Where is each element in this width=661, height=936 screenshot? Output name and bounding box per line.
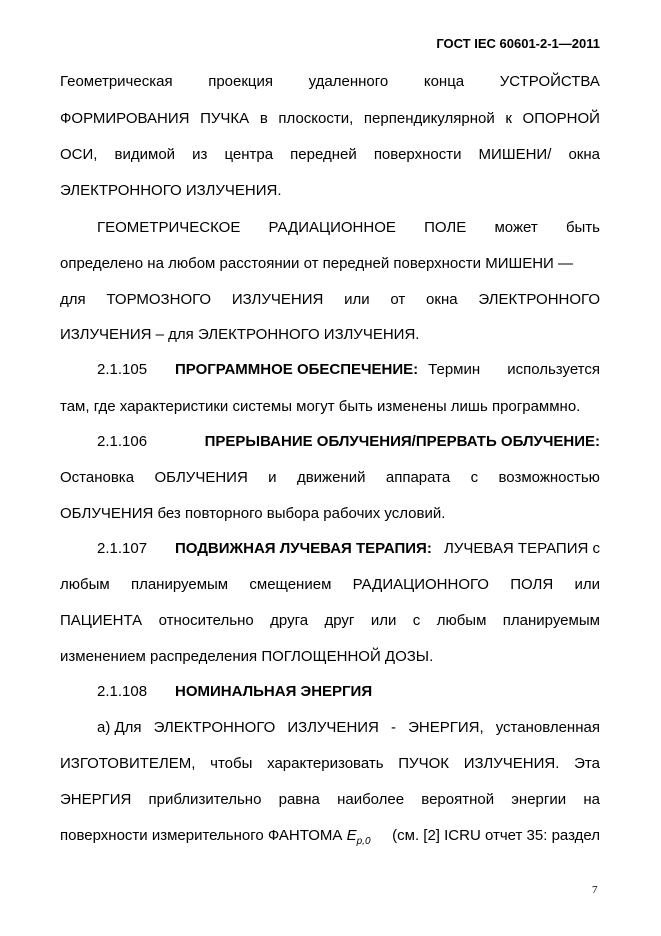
word: любым bbox=[436, 612, 487, 629]
word: ОПОРНОЙ bbox=[522, 110, 600, 127]
word: друг bbox=[324, 612, 355, 629]
document-header: ГОСТ IEC 60601-2-1—2011 bbox=[436, 36, 600, 51]
section-2-1-107-line-3 bbox=[60, 612, 600, 630]
word: наиболее bbox=[337, 791, 405, 808]
word: движений bbox=[296, 469, 366, 486]
word: УСТРОЙСТВА bbox=[499, 73, 600, 90]
word: - bbox=[390, 719, 396, 736]
section-number: 2.1.105 bbox=[97, 361, 148, 378]
p2-line-2: определено на любом расстоянии от передней поверхности МИШЕНИ — bbox=[60, 255, 574, 272]
term-heading: ПРОГРАММНОЕ ОБЕСПЕЧЕНИЕ: bbox=[175, 361, 419, 378]
section-2-1-107-line-4: изменением распределения ПОГЛОЩЕННОЙ ДОЗЫ. bbox=[60, 648, 434, 665]
word: используется bbox=[507, 361, 600, 378]
word: окна bbox=[568, 146, 600, 163]
word: относительно bbox=[158, 612, 254, 629]
term-definition-start: ЛУЧЕВАЯ ТЕРАПИЯ с bbox=[444, 540, 600, 557]
p1-line-4: ЭЛЕКТРОННОГО ИЗЛУЧЕНИЯ. bbox=[60, 182, 282, 199]
word: a) Для bbox=[97, 719, 142, 736]
word: энергии bbox=[511, 791, 567, 808]
word: Остановка bbox=[60, 469, 135, 486]
section-2-1-107-line-2 bbox=[60, 576, 600, 594]
word: ИЗЛУЧЕНИЯ bbox=[287, 719, 379, 736]
p1-line-1 bbox=[60, 73, 600, 91]
word: Геометрическая bbox=[60, 73, 173, 90]
word: или bbox=[370, 612, 397, 629]
word: чтобы bbox=[210, 755, 253, 772]
word: и bbox=[268, 469, 277, 486]
word: смещением bbox=[249, 576, 332, 593]
word: ПАЦИЕНТА bbox=[60, 612, 143, 629]
word: равна bbox=[278, 791, 320, 808]
section-2-1-108-a-line-2 bbox=[60, 755, 600, 773]
p2-line-4: ИЗЛУЧЕНИЯ – для ЭЛЕКТРОННОГО ИЗЛУЧЕНИЯ. bbox=[60, 326, 420, 343]
term-heading: ПОДВИЖНАЯ ЛУЧЕВАЯ ТЕРАПИЯ: bbox=[175, 540, 432, 557]
word: характеризовать bbox=[267, 755, 384, 772]
p2-line-3 bbox=[60, 291, 600, 309]
page-number: 7 bbox=[592, 884, 598, 896]
word: ИЗЛУЧЕНИЯ. bbox=[463, 755, 560, 772]
word: к bbox=[505, 110, 512, 127]
section-2-1-105-line-1 bbox=[97, 361, 600, 379]
word: РАДИАЦИОННОГО bbox=[352, 576, 489, 593]
p2-line-1 bbox=[97, 219, 600, 237]
section-2-1-108-line-1 bbox=[97, 683, 600, 701]
word: или bbox=[344, 291, 370, 308]
section-2-1-106-line-2 bbox=[60, 469, 600, 487]
section-2-1-108-a-line-1 bbox=[97, 719, 600, 737]
section-2-1-106-line-1 bbox=[97, 433, 600, 451]
section-number: 2.1.108 bbox=[97, 683, 148, 700]
word: аппарата bbox=[385, 469, 451, 486]
term-heading: НОМИНАЛЬНАЯ ЭНЕРГИЯ bbox=[175, 683, 373, 700]
word: ТОРМОЗНОГО bbox=[106, 291, 212, 308]
word: Термин bbox=[428, 361, 481, 378]
section-number: 2.1.106 bbox=[97, 433, 148, 450]
section-2-1-106-line-3: ОБЛУЧЕНИЯ без повторного выбора рабочих условий. bbox=[60, 505, 446, 522]
line-text-end: (см. [2] ICRU отчет 35: раздел bbox=[392, 827, 600, 844]
word: поверхности bbox=[373, 146, 462, 163]
word: ЭЛЕКТРОННОГО bbox=[153, 719, 276, 736]
word: передней bbox=[290, 146, 357, 163]
word: видимой bbox=[114, 146, 176, 163]
word: Эта bbox=[574, 755, 600, 772]
term-heading: ПРЕРЫВАНИЕ ОБЛУЧЕНИЯ/ПРЕРВАТЬ ОБЛУЧЕНИЕ: bbox=[204, 433, 600, 450]
section-2-1-108-a-line-4 bbox=[60, 827, 600, 851]
word: с bbox=[412, 612, 421, 629]
word: ПОЛЯ bbox=[510, 576, 554, 593]
word: плоскости, bbox=[278, 110, 354, 127]
p1-line-2 bbox=[60, 110, 600, 128]
word: приблизительно bbox=[148, 791, 262, 808]
word: ПОЛЕ bbox=[424, 219, 467, 236]
word: вероятной bbox=[421, 791, 495, 808]
word: от bbox=[390, 291, 406, 308]
word: ПУЧКА bbox=[200, 110, 250, 127]
word: ЭЛЕКТРОННОГО bbox=[478, 291, 600, 308]
word: центра bbox=[224, 146, 274, 163]
word: быть bbox=[565, 219, 600, 236]
word: проекция bbox=[208, 73, 274, 90]
word: удаленного bbox=[308, 73, 389, 90]
word: установленная bbox=[495, 719, 600, 736]
word: планируемым bbox=[502, 612, 600, 629]
word: друга bbox=[270, 612, 309, 629]
word: ПУЧОК bbox=[398, 755, 449, 772]
word: возможностью bbox=[498, 469, 600, 486]
word: для bbox=[60, 291, 86, 308]
word: на bbox=[583, 791, 600, 808]
section-2-1-107-line-1 bbox=[97, 540, 600, 558]
section-number: 2.1.107 bbox=[97, 540, 148, 557]
word: ИЗГОТОВИТЕЛЕМ, bbox=[60, 755, 196, 772]
word: или bbox=[574, 576, 600, 593]
section-2-1-108-a-line-3 bbox=[60, 791, 600, 809]
word: ИЗЛУЧЕНИЯ bbox=[231, 291, 324, 308]
word: ЭНЕРГИЯ bbox=[60, 791, 132, 808]
word: с bbox=[470, 469, 479, 486]
energy-symbol: $E_{p,0}$ bbox=[346, 827, 371, 847]
word: конца bbox=[423, 73, 465, 90]
word: из bbox=[192, 146, 208, 163]
word: ОСИ, bbox=[60, 146, 98, 163]
word: ЭНЕРГИЯ, bbox=[408, 719, 484, 736]
p1-line-3 bbox=[60, 146, 600, 164]
word: ГЕОМЕТРИЧЕСКОЕ bbox=[97, 219, 241, 236]
word: в bbox=[259, 110, 268, 127]
word: ФОРМИРОВАНИЯ bbox=[60, 110, 190, 127]
word: РАДИАЦИОННОЕ bbox=[268, 219, 396, 236]
word: МИШЕНИ/ bbox=[478, 146, 552, 163]
word: ОБЛУЧЕНИЯ bbox=[154, 469, 248, 486]
section-2-1-105-line-2: там, где характеристики системы могут быть изменены лишь программно. bbox=[60, 398, 581, 415]
word: перпендикулярной bbox=[363, 110, 495, 127]
line-text-start: поверхности измерительного ФАНТОМА $E_{p,0}$ bbox=[60, 827, 371, 847]
word: может bbox=[494, 219, 538, 236]
word: любым bbox=[60, 576, 110, 593]
term-definition-start bbox=[418, 361, 600, 379]
word: планируемым bbox=[130, 576, 229, 593]
word: окна bbox=[426, 291, 458, 308]
